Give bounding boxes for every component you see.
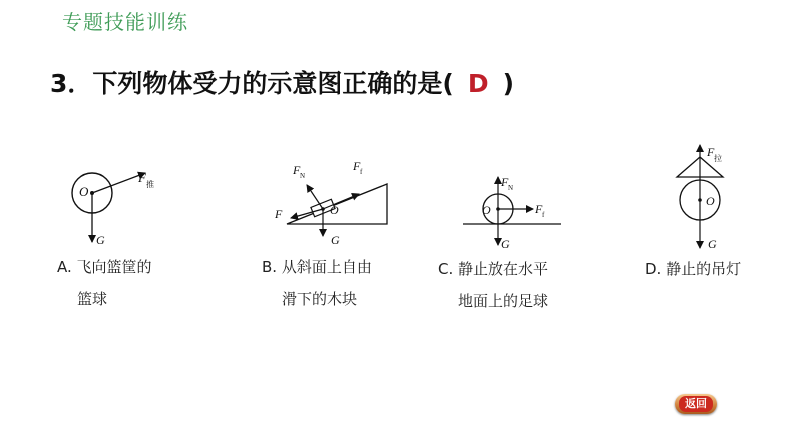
diagram-c-football — [455, 165, 565, 255]
label-friction-sub-c: f — [542, 211, 545, 219]
option-d-line1: D. 静止的吊灯 — [645, 260, 742, 278]
option-b-caption — [262, 251, 372, 315]
option-b-line1: B. 从斜面上自由 — [262, 258, 372, 276]
option-a-caption — [57, 251, 152, 315]
diagram-a-basketball — [60, 160, 170, 250]
option-c-line1: C. 静止放在水平 — [438, 260, 549, 278]
diagram-b-incline-block — [265, 158, 395, 253]
label-friction-sub-b: f — [360, 168, 363, 176]
option-d-caption — [645, 253, 741, 285]
section-title: 专题技能训练 — [62, 10, 188, 34]
question-stem — [50, 64, 514, 100]
question-number: 3． — [50, 69, 93, 98]
label-push-force: F — [138, 170, 146, 185]
label-normal-sub-c: N — [508, 184, 514, 192]
label-origin-d: O — [706, 194, 715, 208]
label-push-b: F — [275, 207, 283, 221]
label-normal-c: F — [501, 175, 509, 189]
label-normal-sub-b: N — [300, 172, 306, 180]
question-text: 下列物体受力的示意图正确的是( — [92, 69, 454, 98]
answer-letter: D — [467, 69, 489, 98]
back-button[interactable] — [675, 394, 717, 414]
option-a-line1: A. 飞向篮筐的 — [57, 258, 152, 276]
label-friction-c: F — [535, 202, 543, 216]
option-a-line2: 篮球 — [77, 290, 108, 308]
label-gravity-c: G — [501, 237, 510, 251]
label-origin-c: O — [482, 203, 491, 217]
back-button-label: 返回 — [679, 396, 713, 412]
label-friction-b: F — [353, 159, 361, 173]
diagram-d-lamp — [660, 140, 760, 255]
label-push-sub: 推 — [146, 180, 154, 189]
label-origin-a: O — [79, 184, 89, 199]
label-origin-b: O — [330, 203, 339, 217]
option-c-line2: 地面上的足球 — [458, 292, 549, 310]
label-normal-b: F — [293, 163, 301, 177]
label-gravity-a: G — [96, 233, 105, 247]
option-c-caption — [438, 253, 548, 317]
option-b-line2: 滑下的木块 — [282, 290, 358, 308]
question-close: ) — [502, 69, 515, 98]
label-gravity-d: G — [708, 237, 717, 251]
label-pull: F — [707, 145, 715, 159]
label-gravity-b: G — [331, 233, 340, 247]
label-pull-sub: 拉 — [714, 154, 722, 163]
